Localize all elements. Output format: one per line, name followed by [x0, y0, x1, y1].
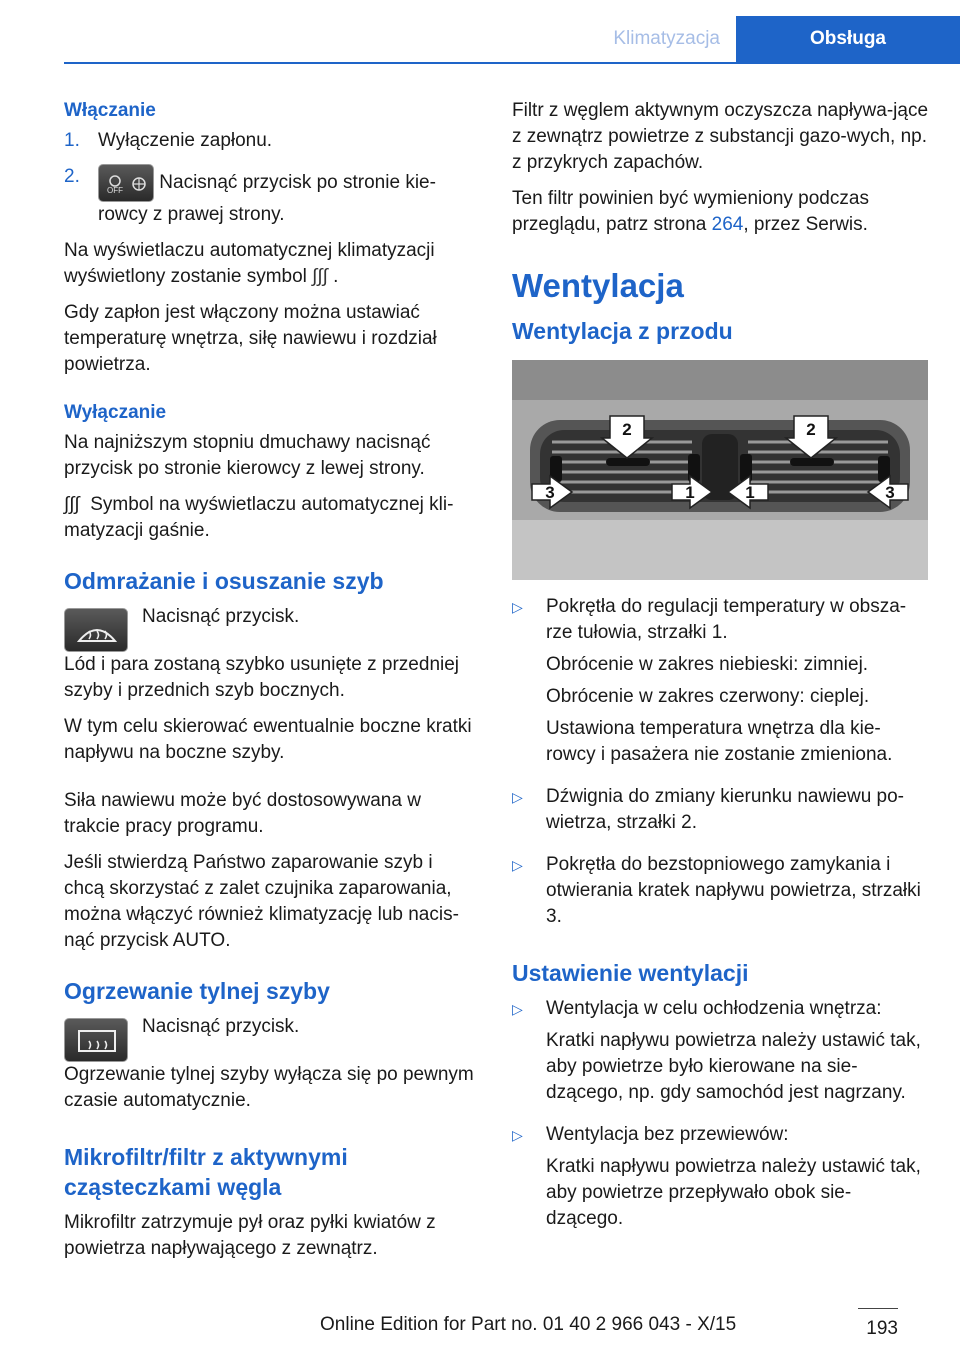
step-number: 1.: [64, 130, 80, 151]
off-paragraph: Na najniższym stopniu dmuchawy nacisnąć przycisk po stronie kierowcy z lewej strony.: [64, 432, 431, 479]
svg-text:OFF: OFF: [107, 186, 123, 195]
step-1: [64, 128, 476, 154]
bullet-line: Kratki napływu powietrza należy ustawić tak, aby powietrze było kierowane na sie-dzącego, np. gdy samochód jest nagrzany.: [546, 1030, 921, 1103]
footer-rule: [858, 1308, 898, 1309]
air-symbol-icon: ∫∫∫: [64, 494, 80, 515]
bullet-line: Kratki napływu powietrza należy ustawić tak, aby powietrze przepływało obok sie-dzącego.: [546, 1156, 921, 1229]
defrost-power: Siła nawiewu może być dostosowywana w trakcie pracy programu.: [64, 790, 421, 837]
footer-edition: Online Edition for Part no. 01 40 2 966 043 - X/15: [320, 1314, 737, 1335]
service-text: Ten filtr powinien być wymieniony podczas przeglądu, patrz strona 264, przez Serwis.: [512, 188, 869, 235]
list-item: [512, 784, 928, 842]
rear-press: Nacisnąć przycisk.: [142, 1016, 300, 1037]
bullet-line: Dźwignia do zmiany kierunku nawiewu po-wietrza, strzałki 2.: [546, 786, 905, 833]
header-rule: [64, 62, 960, 64]
page-number: 193: [866, 1318, 898, 1339]
bullet-triangle-icon: ▷: [512, 789, 523, 805]
vent-title: Wentylacja: [512, 267, 684, 304]
callout-label: 2: [806, 420, 816, 439]
callout-label: 1: [745, 483, 755, 502]
defrost-side: W tym celu skierować ewentualnie boczne kratki napływu na boczne szyby.: [64, 716, 472, 763]
header-active-tab: Obsługa: [736, 16, 960, 62]
step-text: Wyłączenie zapłonu.: [98, 130, 273, 151]
bullet-line: Wentylacja w celu ochłodzenia wnętrza:: [546, 998, 882, 1019]
step-number: 2.: [64, 166, 80, 187]
right-column: [512, 98, 928, 1248]
rear-title: Ogrzewanie tylnej szyby: [64, 978, 330, 1004]
defrost-block: [64, 604, 476, 652]
defrost-press: Nacisnąć przycisk.: [142, 606, 300, 627]
bullet-line: Pokrętła do regulacji temperatury w obsza-rze tułowia, strzałki 1.: [546, 596, 907, 643]
callout-label: 3: [545, 483, 555, 502]
rear-window-heating-icon: [64, 1018, 128, 1062]
air-symbol-icon: ∫∫∫: [312, 266, 328, 287]
rear-block: [64, 1014, 476, 1062]
ignition-paragraph: Gdy zapłon jest włączony można ustawiać temperaturę wnętrza, siłę nawiewu i rozdział powietrza.: [64, 302, 437, 375]
left-column: [64, 98, 476, 1272]
setting-title: Ustawienie wentylacji: [512, 960, 749, 986]
rear-off: Ogrzewanie tylnej szyby wyłącza się po pewnym czasie automatycznie.: [64, 1064, 474, 1111]
bullet-triangle-icon: ▷: [512, 1001, 523, 1017]
bullet-line: Ustawiona temperatura wnętrza dla kie-rowcy i pasażera nie zostanie zmieniona.: [546, 718, 893, 765]
micro-text: Mikrofiltr zatrzymuje pył oraz pyłki kwiatów z powietrza napływającego z zewnątrz.: [64, 1212, 436, 1259]
callout-label: 1: [685, 483, 695, 502]
on-title: Włączanie: [64, 100, 156, 121]
setting-bullets: [512, 996, 928, 1238]
list-item: [512, 594, 928, 774]
page-link[interactable]: 264: [711, 214, 744, 235]
defrost-title: Odmrażanie i osuszanie szyb: [64, 568, 384, 594]
bullet-triangle-icon: ▷: [512, 599, 523, 615]
filter-text: Filtr z węglem aktywnym oczyszcza napływa-jące z zewnątrz powietrze z substancji gazo-wych, np. z przykrych zapachów.: [512, 100, 929, 173]
micro-title: Mikrofiltr/filtr z aktywnymi cząsteczkami węgla: [64, 1144, 348, 1200]
list-item: [512, 996, 928, 1112]
list-item: [512, 852, 928, 936]
step-text: Nacisnąć przycisk po stronie kie-rowcy z prawej strony.: [98, 172, 436, 225]
list-item: [512, 1122, 928, 1238]
windshield-defrost-icon: [64, 608, 128, 652]
bullet-line: Obrócenie w zakres niebieski: zimniej.: [546, 654, 869, 675]
bullet-line: Wentylacja bez przewiewów:: [546, 1124, 789, 1145]
bullet-triangle-icon: ▷: [512, 857, 523, 873]
step-2: [64, 164, 476, 228]
symbol-paragraph: ∫∫∫ Symbol na wyświetlaczu automatycznej kli-matyzacji gaśnie.: [64, 494, 454, 541]
front-bullets: [512, 594, 928, 936]
off-title: Wyłączanie: [64, 402, 167, 423]
bullet-line: Pokrętła do bezstopniowego zamykania i otwierania kratek napływu powietrza, strzałki 3.: [546, 854, 921, 927]
bullet-triangle-icon: ▷: [512, 1127, 523, 1143]
front-vents-photo: [512, 360, 928, 580]
bullet-line: Obrócenie w zakres czerwony: cieplej.: [546, 686, 870, 707]
callout-label: 3: [885, 483, 895, 502]
front-title: Wentylacja z przodu: [512, 318, 733, 344]
callout-label: 2: [622, 420, 632, 439]
ac-off-button-icon: [98, 164, 154, 202]
defrost-sensor: Jeśli stwierdzą Państwo zaparowanie szyb i chcą skorzystać z zalet czujnika zaparowania, można włączyć również klimatyzację lub nacis-nąć przycisk AUTO.: [64, 852, 459, 951]
header-section-label: Klimatyzacja: [613, 28, 720, 49]
defrost-ice: Lód i para zostaną szybko usunięte z przedniej szyby i przednich szyb bocznych.: [64, 654, 460, 701]
display-paragraph: Na wyświetlaczu automatycznej klimatyzacji wyświetlony zostanie symbol ∫∫∫ .: [64, 240, 435, 287]
